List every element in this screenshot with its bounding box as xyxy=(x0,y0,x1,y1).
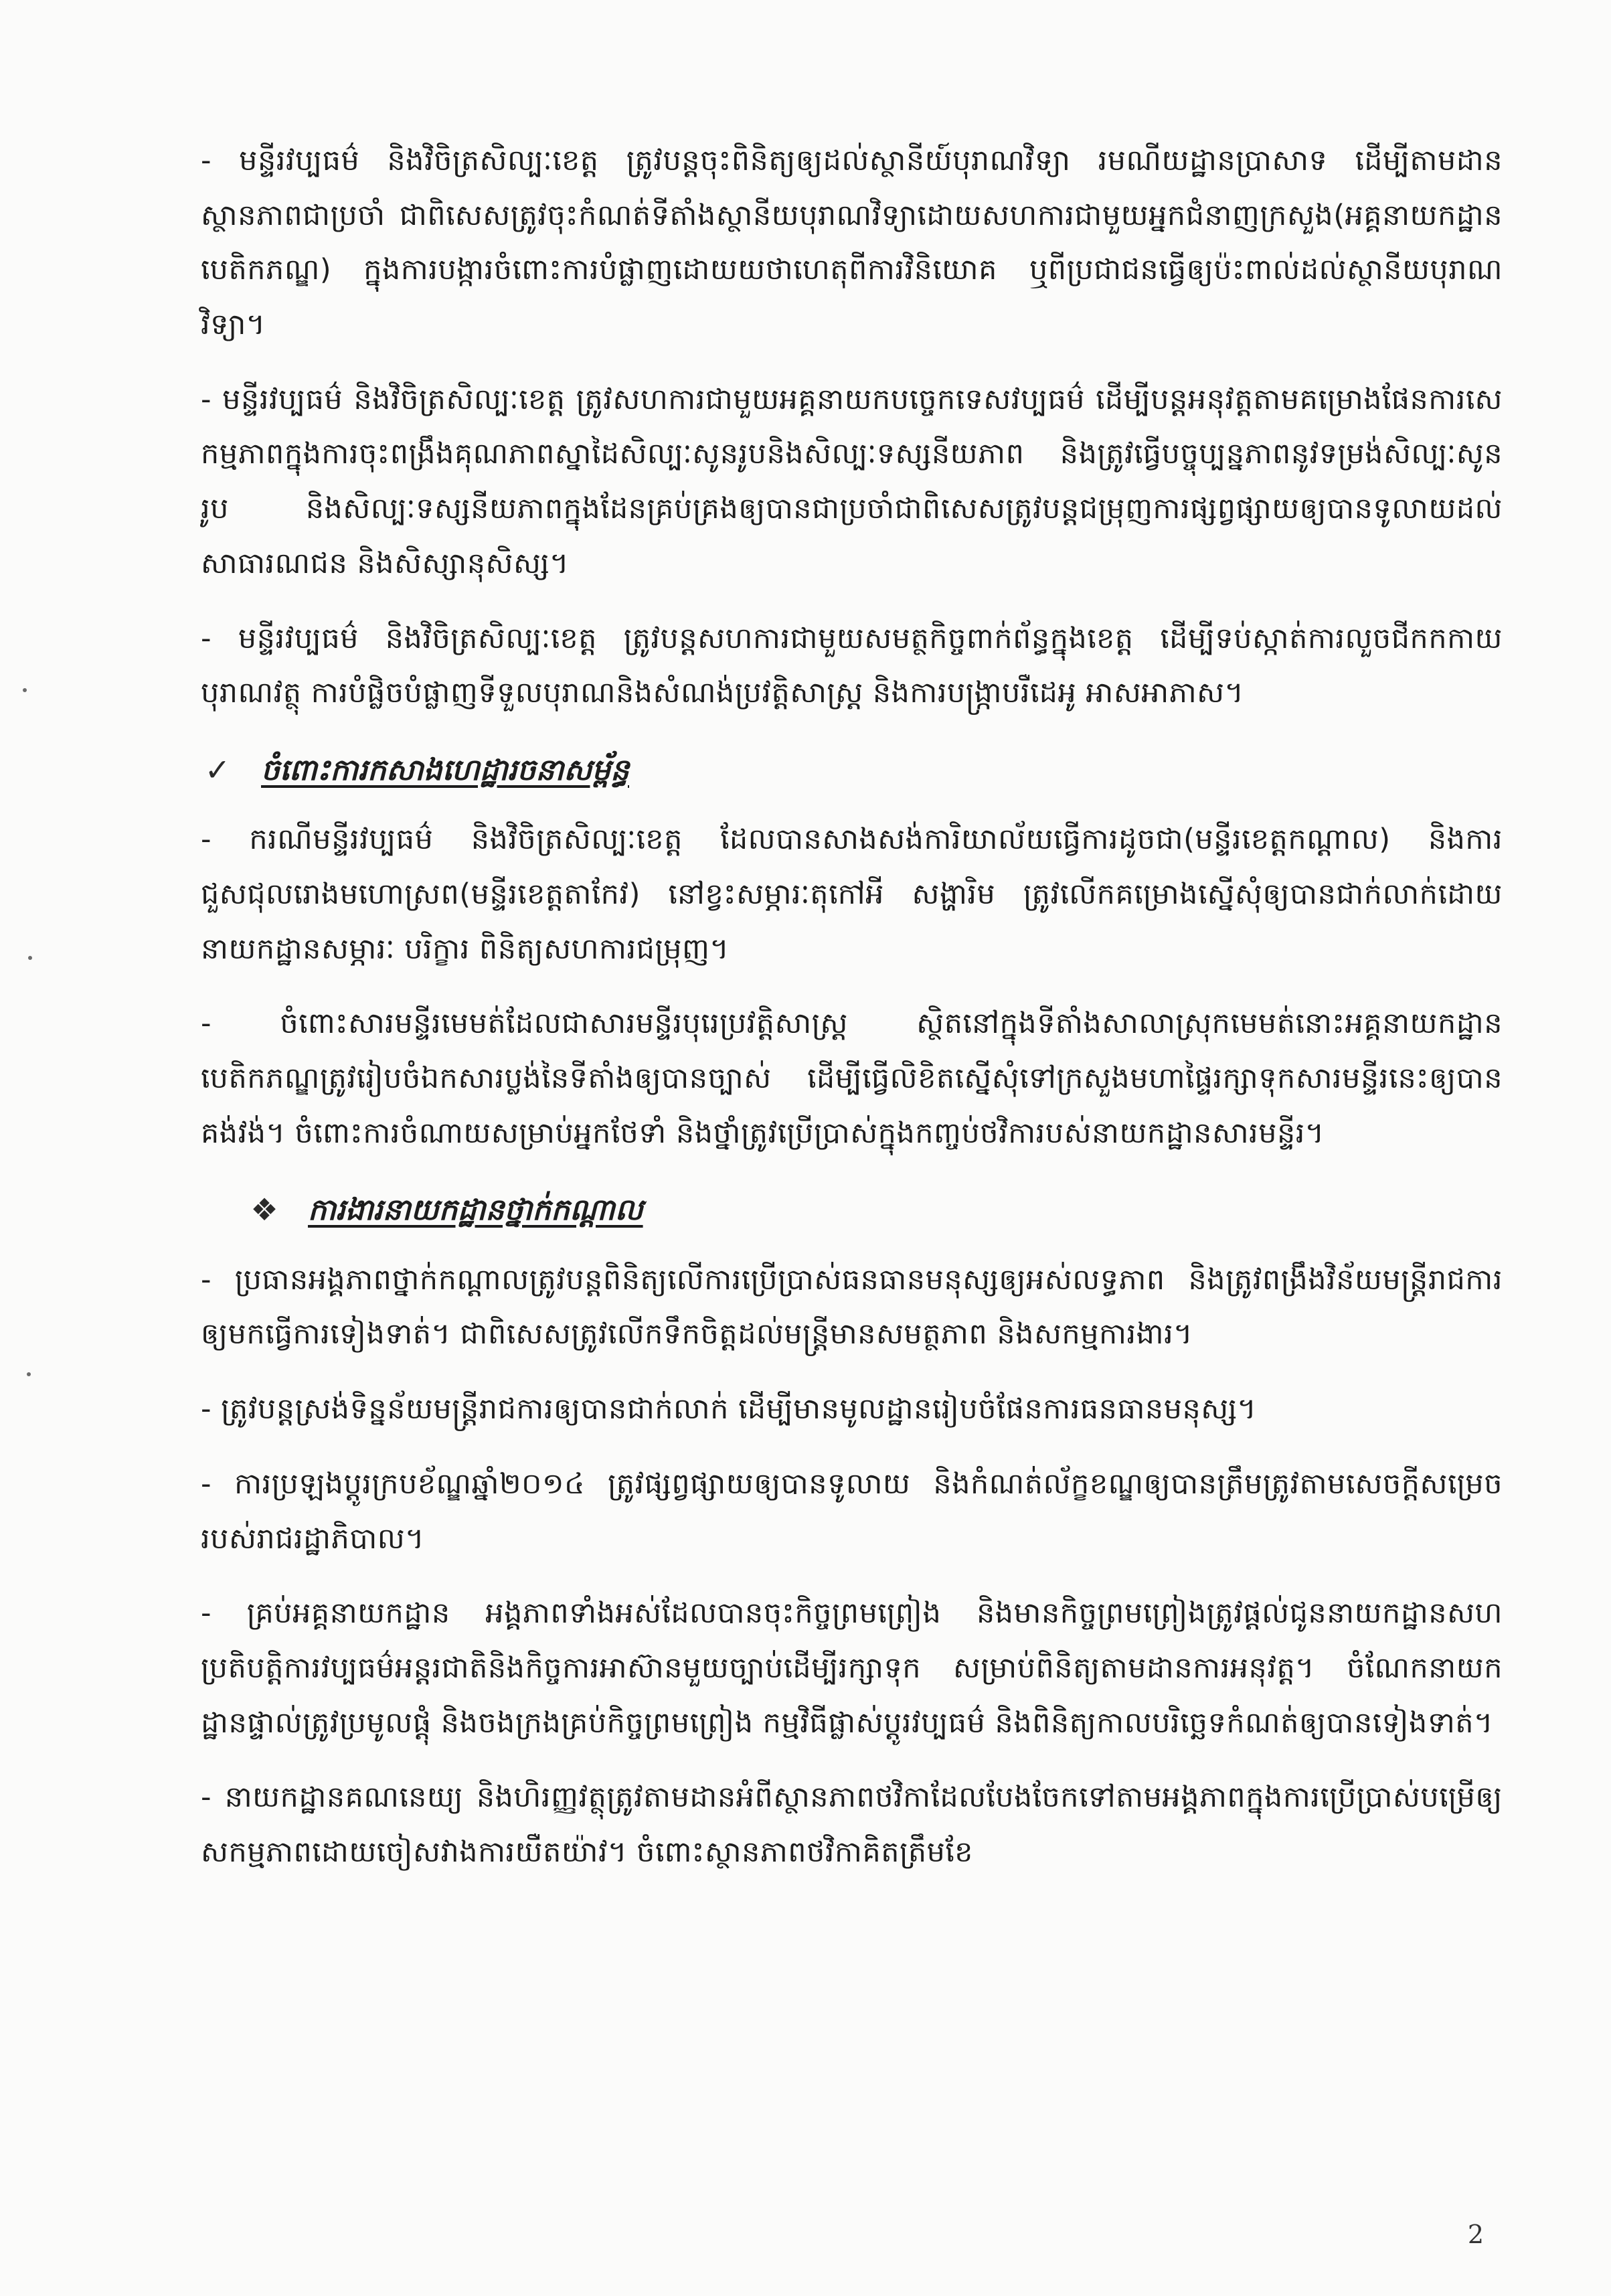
paragraph: - ការប្រឡងប្តូរក្របខ័ណ្ឌឆ្នាំ២០១៤ ត្រូវផ្សព្វផ្សាយឲ្យបានទូលាយ និងកំណត់ល័ក្ខខណ្ឌឲ្យបានត្រឹមត្រូវតាមសេចក្តីសម្រេចរបស់រាជរដ្ឋាភិបាល។ xyxy=(201,1467,1503,1556)
section-heading-title: ការងារនាយកដ្ឋានថ្នាក់កណ្តាល xyxy=(308,1193,643,1228)
paragraph: - មន្ទីរវប្បធម៌ និងវិចិត្រសិល្បៈខេត្ត ត្រូវបន្តចុះពិនិត្យឲ្យដល់ស្ថានីយ៍បុរាណវិទ្យា រមណីយដ្ឋានប្រាសាទ ដើម្បីតាមដានស្ថានភាពជាប្រចាំ ជាពិសេសត្រូវចុះកំណត់ទីតាំងស្ថានីយបុរាណវិទ្យាដោយសហការជាមួយអ្នកជំនាញក្រសួង(អគ្គនាយកដ្ឋានបេតិកភណ្ឌ) ក្នុងការបង្ការចំពោះការបំផ្លាញដោយយថាហេតុពីការវិនិយោគ ឬពីប្រជាជនធ្វើឲ្យប៉ះពាល់ដល់ស្ថានីយបុរាណវិទ្យា។ xyxy=(201,144,1503,342)
paragraph: - មន្ទីរវប្បធម៌ និងវិចិត្រសិល្បៈខេត្ត ត្រូវសហការជាមួយអគ្គនាយកបច្ចេកទេសវប្បធម៌ ដើម្បីបន្តអនុវត្តតាមគម្រោងផែនការសេកម្មភាពក្នុងការចុះពង្រឹងគុណភាពស្នាដៃសិល្បៈសូនរូបនិងសិល្បៈទស្សនីយភាព និងត្រូវធ្វើបច្ចុប្បន្នភាពនូវទម្រង់សិល្បៈសូនរូប និងសិល្បៈទស្សនីយភាពក្នុងដែនគ្រប់គ្រងឲ្យបានជាប្រចាំជាពិសេសត្រូវបន្តជម្រុញការផ្សព្វផ្សាយឲ្យបានទូលាយដល់សាធារណជន និងសិស្សានុសិស្ស។ xyxy=(201,382,1503,580)
scan-speck xyxy=(23,688,27,692)
paragraph: - មន្ទីរវប្បធម៌ និងវិចិត្រសិល្បៈខេត្ត ត្រូវបន្តសហការជាមួយសមត្ថកិច្ចពាក់ព័ន្ធក្នុងខេត្ត ដើម្បីទប់ស្កាត់ការលួចជីកកកាយបុរាណវត្ថុ ការបំផ្លិចបំផ្លាញទីទួលបុរាណនិងសំណង់ប្រវត្តិសាស្ត្រ និងការបង្រ្កាបរឺដេអូ អាសអាភាស។ xyxy=(201,621,1503,710)
section-heading xyxy=(201,741,1503,799)
paragraph: - ករណីមន្ទីរវប្បធម៌ និងវិចិត្រសិល្បៈខេត្ត ដែលបានសាងសង់ការិយាល័យធ្វើការដូចជា(មន្ទីរខេត្តកណ្តាល) និងការជួសជុលរោងមហោស្រព(មន្ទីរខេត្តតាកែវ) នៅខ្វះសម្ភារៈតុកៅអី សង្ហារិម ត្រូវលើកគម្រោងស្នើសុំឲ្យបានជាក់លាក់ដោយនាយកដ្ឋានសម្ភារៈ បរិក្ខារ ពិនិត្យសហការជម្រុញ។ xyxy=(201,823,1503,966)
page-number: 2 xyxy=(1467,2220,1484,2249)
diamond-bullet-icon: ❖ xyxy=(250,1192,278,1228)
paragraph: - នាយកដ្ឋានគណនេយ្យ និងហិរញ្ញវត្ថុត្រូវតាមដានអំពីស្ថានភាពថវិកាដែលបែងចែកទៅតាមអង្គភាពក្នុងការប្រើប្រាស់បម្រើឲ្យសកម្មភាពដោយចៀសវាងការយឺតយ៉ាវ។ ចំពោះស្ថានភាពថវិកាគិតត្រឹមខែ xyxy=(201,1781,1503,1869)
paragraph: - ត្រូវបន្តស្រង់ទិន្នន័យមន្ត្រីរាជការឲ្យបានជាក់លាក់ ដើម្បីមានមូលដ្ឋានរៀបចំផែនការធនធានមនុស្ស។ xyxy=(201,1392,1257,1426)
section-heading-title: ចំពោះការកសាងហេដ្ឋារចនាសម្ព័ន្ធ xyxy=(261,752,629,787)
paragraph: - ចំពោះសារមន្ទីរមេមត់ដែលជាសារមន្ទីរបុរេប្រវត្តិសាស្ត្រ ស្ថិតនៅក្នុងទីតាំងសាលាស្រុកមេមត់នោះអគ្គនាយកដ្ឋានបេតិកភណ្ឌត្រូវរៀបចំឯកសារប្លង់នៃទីតាំងឲ្យបានច្បាស់ ដើម្បីធ្វើលិខិតស្នើសុំទៅក្រសួងមហាផ្ទៃរក្សាទុកសារមន្ទីរនេះឲ្យបានគង់វង់។ ចំពោះការចំណាយសម្រាប់អ្នកថែទាំ និងថ្នាំត្រូវប្រើប្រាស់ក្នុងកញ្ចប់ថវិការបស់នាយកដ្ឋានសារមន្ទីរ។ xyxy=(201,1007,1503,1150)
checkmark-icon: ✓ xyxy=(204,751,231,788)
paragraph: - គ្រប់អគ្គនាយកដ្ឋាន អង្គភាពទាំងអស់ដែលបានចុះកិច្ចព្រមព្រៀង និងមានកិច្ចព្រមព្រៀងត្រូវផ្តល់ជូននាយកដ្ឋានសហប្រតិបត្តិការវប្បធម៌អន្តរជាតិនិងកិច្ចការអាស៊ានមួយច្បាប់ដើម្បីរក្សាទុក សម្រាប់ពិនិត្យតាមដានការអនុវត្ត។ ចំណែកនាយកដ្ឋានផ្ទាល់ត្រូវប្រមូលផ្តុំ និងចងក្រងគ្រប់កិច្ចព្រមព្រៀង កម្មវិធីផ្លាស់ប្តូរវប្បធម៌ និងពិនិត្យកាលបរិច្ឆេទកំណត់ឲ្យបានទៀងទាត់។ xyxy=(201,1596,1503,1740)
section-heading xyxy=(201,1181,1503,1239)
document-body xyxy=(201,134,1503,1900)
paragraph: - ប្រធានអង្គភាពថ្នាក់កណ្តាលត្រូវបន្តពិនិត្យលើការប្រើប្រាស់ធនធានមនុស្សឲ្យអស់លទ្ធភាព និងត្រូវពង្រឹងវិន័យមន្ត្រីរាជការឲ្យមកធ្វើការទៀងទាត់។ ជាពិសេសត្រូវលើកទឹកចិត្តដល់មន្ត្រីមានសមត្ថភាព និងសកម្មការងារ។ xyxy=(201,1262,1503,1351)
scan-speck xyxy=(27,1372,31,1376)
scan-speck xyxy=(28,956,32,960)
